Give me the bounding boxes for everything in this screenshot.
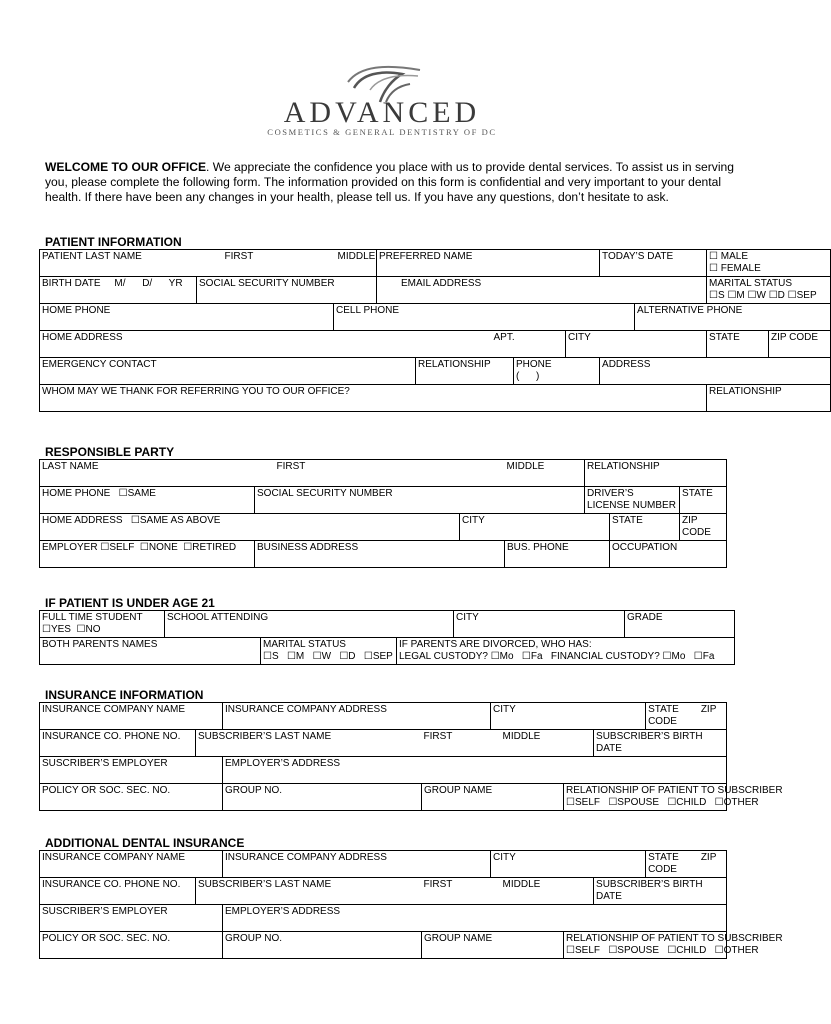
responsible-employer-field[interactable] [40, 541, 255, 568]
field-label: ( ) [516, 371, 540, 382]
brand-tagline: COSMETICS & GENERAL DENTISTRY OF DC [267, 127, 497, 137]
patient-table [39, 249, 831, 412]
minor-marital-field[interactable] [261, 638, 397, 665]
field-label: BOTH PARENTS NAMES [42, 639, 158, 650]
responsible-middle-name-field[interactable] [505, 460, 585, 487]
additional-middle-field[interactable] [491, 878, 594, 905]
field-label: CITY [462, 515, 485, 526]
field-label: PHONE [516, 359, 552, 370]
patient-alt-phone-field[interactable] [635, 304, 831, 331]
field-label: STATE [682, 488, 713, 499]
insurance-phone-field[interactable] [40, 730, 196, 757]
welcome-lead: WELCOME TO OUR OFFICE [45, 160, 207, 174]
field-label: ALTERNATIVE PHONE [637, 305, 743, 316]
additional-policy-field[interactable] [40, 932, 223, 959]
insurance-sub-last-field[interactable] [196, 730, 422, 757]
responsible-relationship-field[interactable] [585, 460, 727, 487]
field-label: BUSINESS ADDRESS [257, 542, 359, 553]
field-label: APT. [493, 332, 515, 343]
field-label: HOME ADDRESS [42, 332, 123, 343]
field-label: SUBSCRIBER’S LAST NAME [198, 879, 332, 890]
patient-ssn-field[interactable] [197, 277, 377, 304]
brand-name: ADVANCED [283, 96, 481, 129]
field-label: INSURANCE COMPANY NAME [42, 852, 185, 863]
field-label: GRADE [627, 612, 663, 623]
insurance-table [39, 702, 783, 811]
field-label: MIDDLE [502, 731, 541, 742]
additional-company-field[interactable] [40, 851, 223, 878]
patient-emergency-phone-field[interactable] [514, 358, 600, 385]
field-label: CITY [493, 852, 516, 863]
field-label: SOCIAL SECURITY NUMBER [199, 278, 335, 289]
field-label: FIRST [224, 251, 254, 262]
field-label: INSURANCE CO. PHONE NO. [42, 879, 181, 890]
field-label: EMPLOYER’S ADDRESS [225, 758, 341, 769]
field-label: CITY [493, 704, 516, 715]
field-label: RELATIONSHIP [418, 359, 491, 370]
field-label: SUSCRIBER’S EMPLOYER [42, 758, 168, 769]
patient-apt-field[interactable] [492, 331, 566, 358]
patient-cell-phone-field[interactable] [334, 304, 635, 331]
responsible-business-address-field[interactable] [255, 541, 505, 568]
welcome-body: . We appreciate the confidence you place with us to provide dental services. To assist us in serving you, please complete the following form. The information provided on this form is confidential and very important to your dental health. If there have been any changes in your health, please tell us. If you have any questions, don’t hesitate to ask. [45, 160, 734, 204]
field-label: CITY [456, 612, 479, 623]
responsible-license-field[interactable] [585, 487, 680, 514]
field-label: BUS. PHONE [507, 542, 569, 553]
logo [0, 0, 770, 150]
additional-sub-birth-field[interactable] [594, 878, 727, 905]
patient-middle-name-field[interactable] [334, 250, 377, 277]
insurance-relationship-field[interactable] [564, 784, 783, 811]
section-title-patient: PATIENT INFORMATION [45, 235, 182, 249]
field-label: MARITAL STATUS [709, 278, 792, 289]
responsible-zip-field[interactable] [680, 514, 727, 541]
field-label: SUSCRIBER’S EMPLOYER [42, 906, 168, 917]
field-label: ZIP CODE [771, 332, 819, 343]
field-label: SCHOOL ATTENDING [167, 612, 269, 623]
patient-referral-field[interactable] [40, 385, 707, 412]
additional-group-no-field[interactable] [223, 932, 422, 959]
field-label: ☐SELF ☐SPOUSE ☐CHILD ☐OTHER [566, 945, 759, 956]
additional-table [39, 850, 783, 959]
insurance-first-field[interactable] [422, 730, 491, 757]
field-label: GROUP NO. [225, 933, 283, 944]
field-label: GROUP NAME [424, 785, 493, 796]
patient-referral-relationship-field[interactable] [707, 385, 831, 412]
field-label: STATE [612, 515, 643, 526]
patient-emergency-relationship-field[interactable] [416, 358, 514, 385]
minor-grade-field[interactable] [625, 611, 735, 638]
field-label: INSURANCE COMPANY ADDRESS [225, 852, 387, 863]
zip-label: ZIP CODE [648, 852, 717, 875]
patient-marital-status-field[interactable] [707, 277, 831, 304]
field-label: PATIENT LAST NAME [42, 251, 142, 262]
field-label: GROUP NAME [424, 933, 493, 944]
field-label: DRIVER’S LICENSE NUMBER [587, 488, 676, 511]
field-label: LAST NAME [42, 461, 99, 472]
field-label: HOME PHONE [42, 305, 111, 316]
insurance-state-zip-field[interactable] [646, 703, 727, 730]
field-label: MIDDLE [502, 879, 541, 890]
section-title-additional: ADDITIONAL DENTAL INSURANCE [45, 836, 245, 850]
responsible-city-field[interactable] [460, 514, 610, 541]
patient-state-field[interactable] [707, 331, 769, 358]
field-label: GROUP NO. [225, 785, 283, 796]
additional-phone-field[interactable] [40, 878, 196, 905]
patient-preferred-name-field[interactable] [377, 250, 600, 277]
patient-birth-date-field[interactable] [40, 277, 197, 304]
field-label: RELATIONSHIP [587, 461, 660, 472]
patient-home-phone-field[interactable] [40, 304, 334, 331]
responsible-occupation-field[interactable] [610, 541, 727, 568]
field-label: HOME ADDRESS ☐SAME AS ABOVE [42, 515, 221, 526]
field-label: MIDDLE [337, 251, 376, 262]
field-label: PREFERRED NAME [379, 251, 473, 262]
field-label: ☐S ☐M ☐W ☐D ☐SEP [263, 651, 393, 662]
patient-gender-checkboxes[interactable] [707, 250, 831, 277]
additional-relationship-field[interactable] [564, 932, 783, 959]
additional-city-field[interactable] [491, 851, 646, 878]
field-label: INSURANCE COMPANY NAME [42, 704, 185, 715]
insurance-city-field[interactable] [491, 703, 646, 730]
responsible-state2-field[interactable] [610, 514, 680, 541]
insurance-employer-address-field[interactable] [223, 757, 727, 784]
additional-company-address-field[interactable] [223, 851, 491, 878]
insurance-middle-field[interactable] [491, 730, 594, 757]
field-label: EMPLOYER ☐SELF ☐NONE ☐RETIRED [42, 542, 237, 553]
field-label: CELL PHONE [336, 305, 399, 316]
additional-employer-field[interactable] [40, 905, 223, 932]
field-label: EMERGENCY CONTACT [42, 359, 157, 370]
minor-parents-field[interactable] [40, 638, 261, 665]
additional-state-zip-field[interactable] [646, 851, 727, 878]
responsible-bus-phone-field[interactable] [505, 541, 610, 568]
field-label: SUBSCRIBER’S LAST NAME [198, 731, 332, 742]
field-label: RELATIONSHIP OF PATIENT TO SUBSCRIBER [566, 785, 783, 796]
field-label: ZIP CODE [682, 515, 711, 538]
field-label: MARITAL STATUS [263, 639, 346, 650]
patient-last-name-field[interactable] [40, 250, 197, 277]
field-label: RELATIONSHIP [709, 386, 782, 397]
field-label: TODAY’S DATE [602, 251, 674, 262]
responsible-state-field[interactable] [680, 487, 727, 514]
responsible-ssn-field[interactable] [255, 487, 585, 514]
responsible-last-name-field[interactable] [40, 460, 255, 487]
additional-group-name-field[interactable] [422, 932, 564, 959]
section-title-insurance: INSURANCE INFORMATION [45, 688, 204, 702]
minor-school-field[interactable] [165, 611, 454, 638]
field-label: POLICY OR SOC. SEC. NO. [42, 785, 171, 796]
field-label: RELATIONSHIP OF PATIENT TO SUBSCRIBER [566, 933, 783, 944]
field-label: FIRST [423, 879, 453, 890]
section-title-responsible: RESPONSIBLE PARTY [45, 445, 175, 459]
field-label: WHOM MAY WE THANK FOR REFERRING YOU TO OUR OFFICE? [42, 386, 350, 397]
patient-emergency-address-field[interactable] [600, 358, 831, 385]
field-label: LEGAL CUSTODY? ☐Mo ☐Fa FINANCIAL CUSTODY? ☐Mo ☐Fa [399, 651, 715, 662]
insurance-group-no-field[interactable] [223, 784, 422, 811]
field-label: CITY [568, 332, 591, 343]
field-label: IF PARENTS ARE DIVORCED, WHO HAS: [399, 639, 592, 650]
field-label: EMPLOYER’S ADDRESS [225, 906, 341, 917]
welcome-text [45, 160, 735, 205]
patient-emergency-contact-field[interactable] [40, 358, 416, 385]
field-label: FIRST [276, 461, 306, 472]
field-label: ☐ FEMALE [709, 263, 761, 274]
patient-email-field[interactable] [377, 277, 707, 304]
minor-city-field[interactable] [454, 611, 625, 638]
minor-table [39, 610, 735, 665]
insurance-company-field[interactable] [40, 703, 223, 730]
field-label: ☐S ☐M ☐W ☐D ☐SEP [709, 290, 817, 301]
additional-sub-last-field[interactable] [196, 878, 422, 905]
responsible-first-name-field[interactable] [255, 460, 505, 487]
patient-city-field[interactable] [566, 331, 707, 358]
additional-first-field[interactable] [422, 878, 491, 905]
field-label: OCCUPATION [612, 542, 678, 553]
insurance-group-name-field[interactable] [422, 784, 564, 811]
field-label: FULL TIME STUDENT [42, 612, 143, 623]
patient-first-name-field[interactable] [197, 250, 334, 277]
insurance-sub-birth-field[interactable] [594, 730, 727, 757]
field-label: SUBSCRIBER’S BIRTH DATE [596, 879, 703, 902]
responsible-home-phone-field[interactable] [40, 487, 255, 514]
field-label: ☐ MALE [709, 251, 749, 262]
field-label: ☐SELF ☐SPOUSE ☐CHILD ☐OTHER [566, 797, 759, 808]
section-title-minor: IF PATIENT IS UNDER AGE 21 [45, 596, 215, 610]
field-label: BIRTH DATE M/ D/ YR [42, 278, 183, 289]
field-label: SUBSCRIBER’S BIRTH DATE [596, 731, 703, 754]
field-label: ADDRESS [602, 359, 651, 370]
minor-student-field[interactable] [40, 611, 165, 638]
field-label: STATE [648, 852, 679, 863]
patient-todays-date-field[interactable] [600, 250, 707, 277]
field-label: STATE [709, 332, 740, 343]
patient-home-address-field[interactable] [40, 331, 492, 358]
patient-zip-field[interactable] [769, 331, 831, 358]
insurance-employer-field[interactable] [40, 757, 223, 784]
responsible-table [39, 459, 727, 568]
field-label: STATE [648, 704, 679, 715]
field-label: ☐YES ☐NO [42, 624, 101, 635]
minor-custody-field[interactable] [397, 638, 735, 665]
additional-employer-address-field[interactable] [223, 905, 727, 932]
field-label: POLICY OR SOC. SEC. NO. [42, 933, 171, 944]
responsible-home-address-field[interactable] [40, 514, 460, 541]
field-label: EMAIL ADDRESS [401, 278, 482, 289]
field-label: INSURANCE CO. PHONE NO. [42, 731, 181, 742]
insurance-policy-field[interactable] [40, 784, 223, 811]
field-label: MIDDLE [506, 461, 545, 472]
field-label: INSURANCE COMPANY ADDRESS [225, 704, 387, 715]
field-label: HOME PHONE ☐SAME [42, 488, 156, 499]
insurance-company-address-field[interactable] [223, 703, 491, 730]
field-label: FIRST [423, 731, 453, 742]
field-label: SOCIAL SECURITY NUMBER [257, 488, 393, 499]
zip-label: ZIP CODE [648, 704, 717, 727]
